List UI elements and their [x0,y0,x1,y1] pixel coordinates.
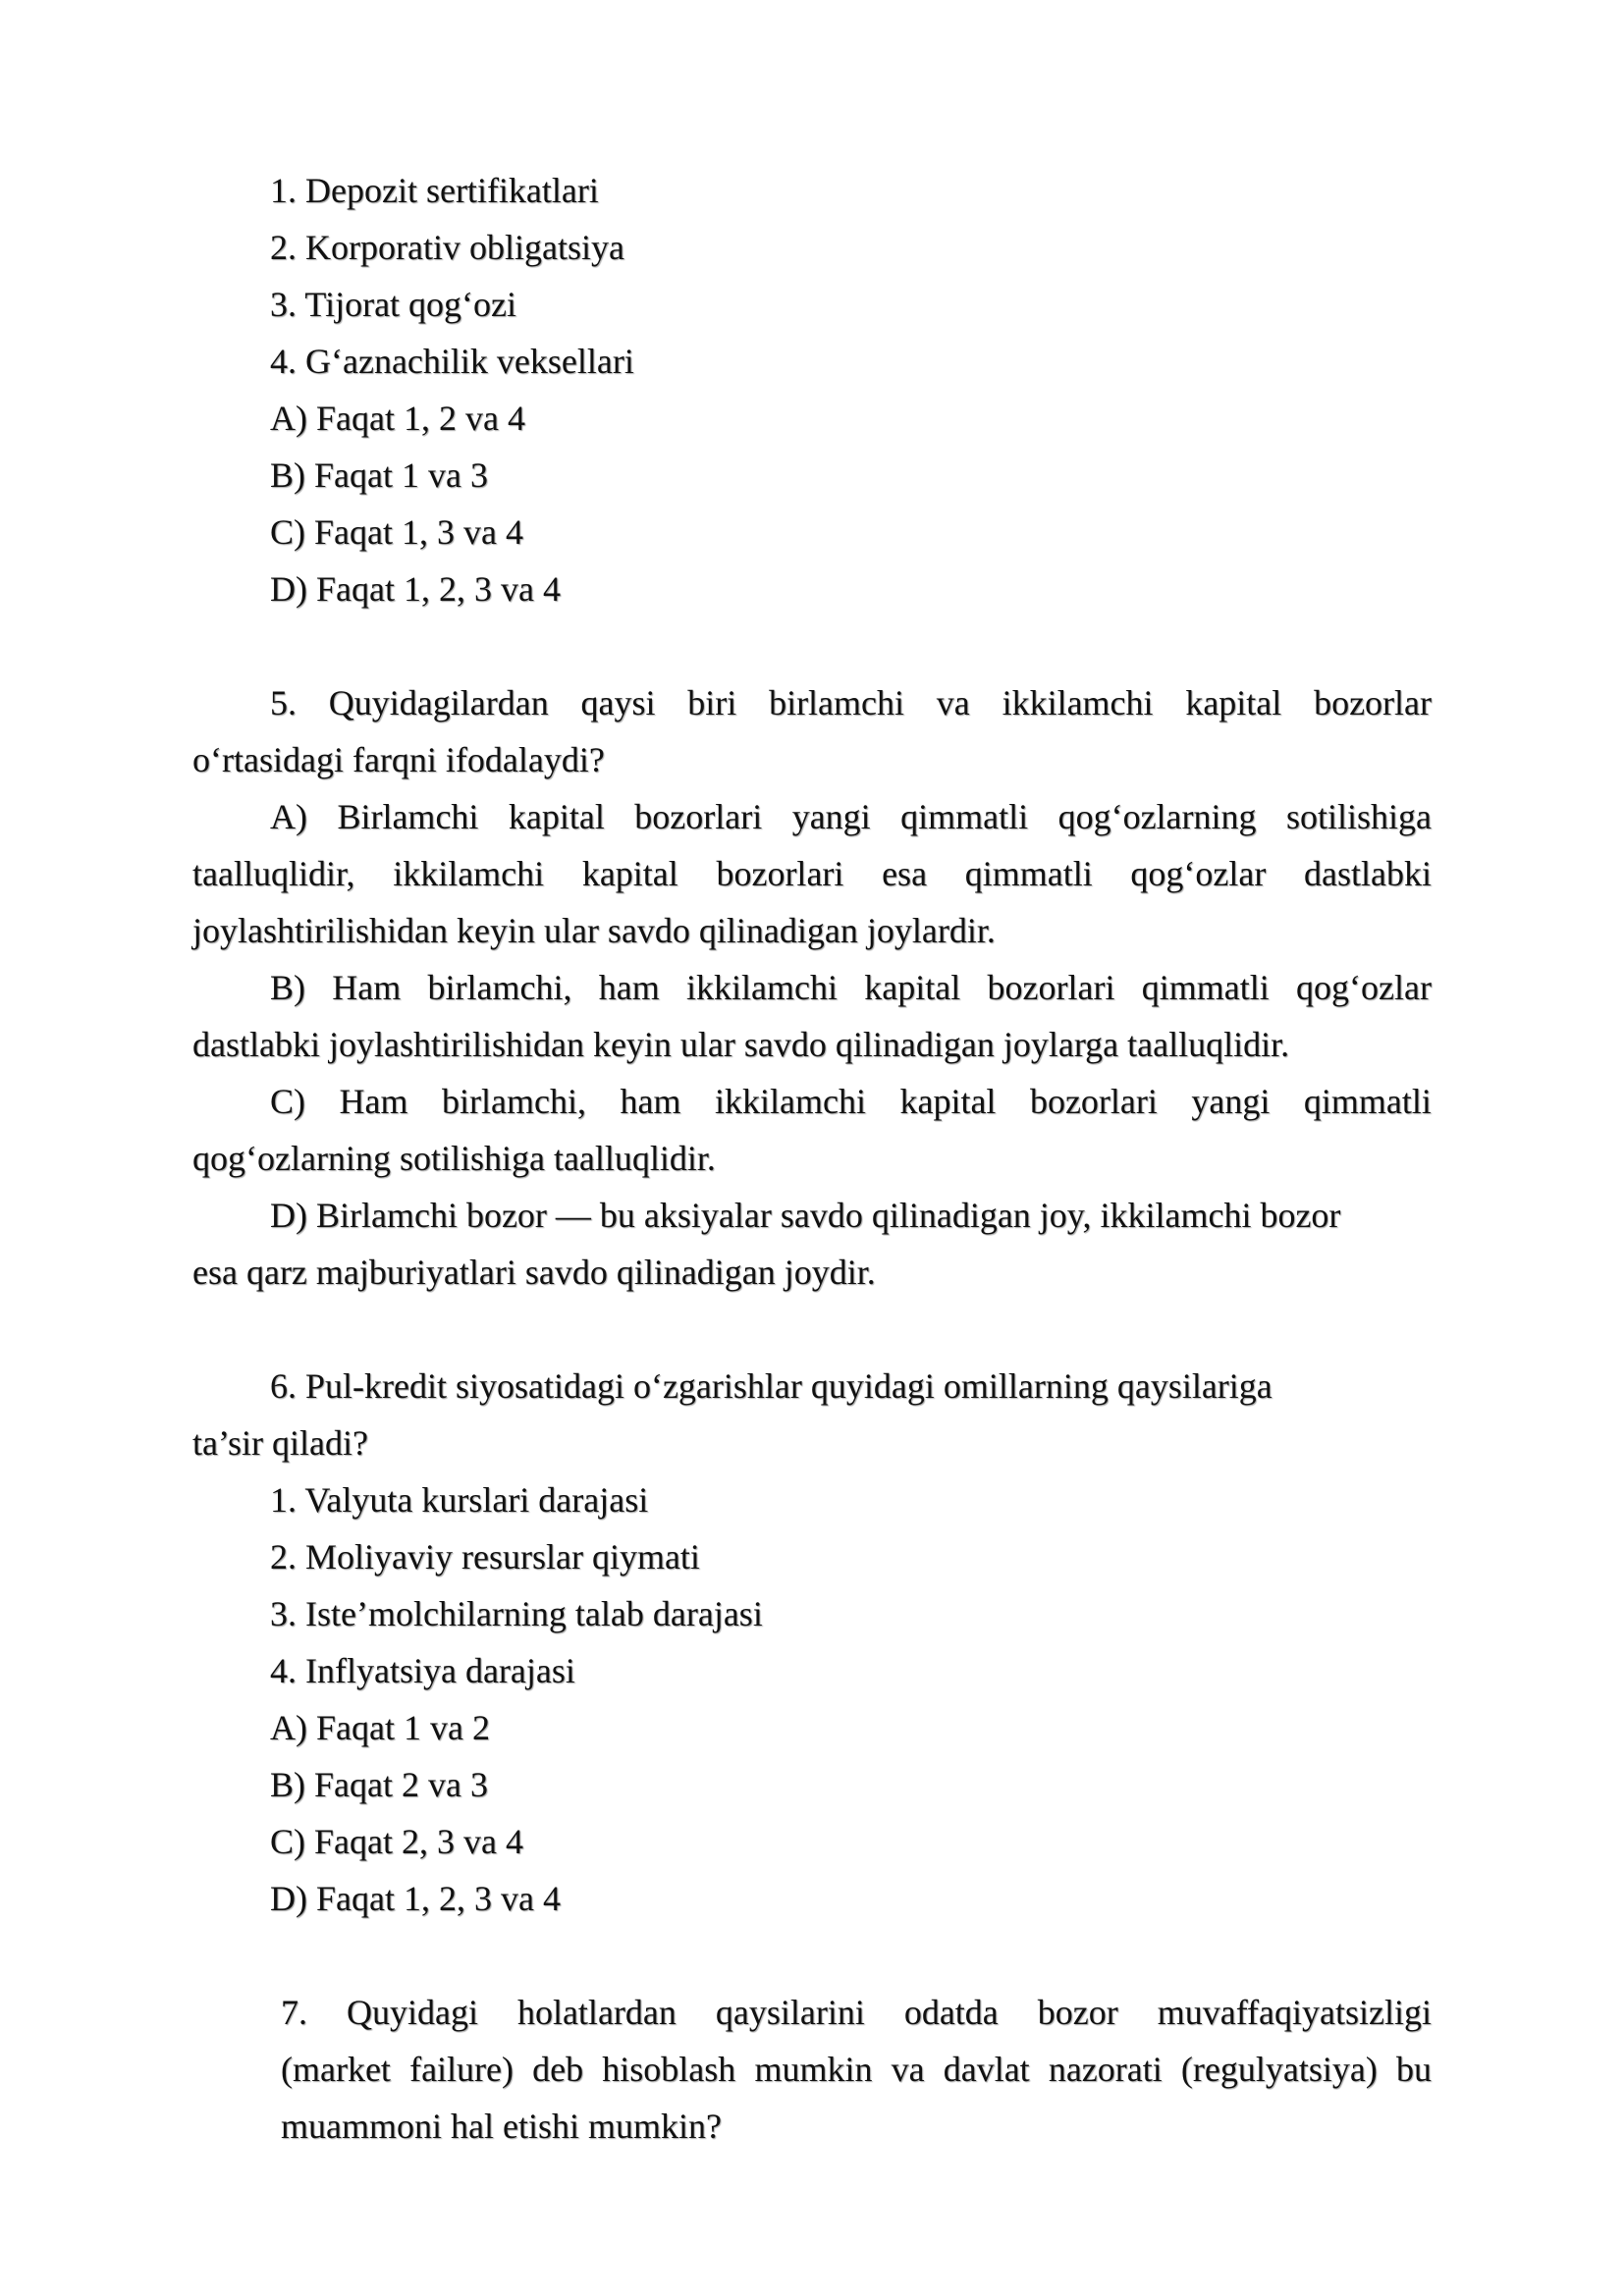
list-item: 1. Depozit sertifikatlari [270,171,599,210]
answer-option [270,1080,1432,1123]
list-item: 4. G‘aznachilik veksellari [270,342,634,381]
word: qog‘ozlar [1296,968,1432,1007]
word: qog‘ozlarning [1057,797,1257,836]
word: B) [270,968,305,1007]
question-7-line: muammoni hal etishi mumkin? [281,2107,722,2146]
word: esa [882,854,928,893]
word: taalluqlidir, [192,854,355,893]
question-6-line: ta’sir qiladi? [192,1423,368,1463]
list-item: 3. Tijorat qog‘ozi [270,285,517,324]
word: Ham [332,968,402,1007]
word: odatda [903,1993,999,2032]
answer-option: D) Faqat 1, 2, 3 va 4 [270,1879,561,1918]
word: A) [270,797,307,836]
word: ikkilamchi [393,854,545,893]
answer-option: D) Faqat 1, 2, 3 va 4 [270,569,561,609]
word: birlamchi, [442,1082,586,1121]
answer-option: esa qarz majburiyatlari savdo qilinadigan joydir. [192,1253,876,1292]
word: 5. [270,683,297,722]
word: birlamchi [769,683,905,722]
word: ikkilamchi [1001,683,1154,722]
question-6-line: 6. Pul-kredit siyosatidagi o‘zgarishlar quyidagi omillarning qaysilariga [270,1366,1272,1406]
word: 7. [281,1993,307,2032]
answer-option: joylashtirilishidan keyin ular savdo qilinadigan joylardir. [192,911,996,950]
word: ham [620,1082,681,1121]
word: (market [281,2050,391,2089]
question-5-line [270,681,1432,724]
word: yangi [791,797,871,836]
word: va [936,683,970,722]
word: mumkin [754,2050,873,2089]
word: qimmatli [964,854,1093,893]
answer-option [192,852,1432,895]
word: failure) [409,2050,514,2089]
word: bozorlari [634,797,763,836]
answer-option: dastlabki joylashtirilishidan keyin ular savdo qilinadigan joylarga taalluqlidir. [192,1025,1290,1064]
word: holatlardan [516,1993,677,2032]
word: kapital [1185,683,1282,722]
answer-option: A) Faqat 1, 2 va 4 [270,399,525,438]
word: bozor [1037,1993,1118,2032]
word: kapital [899,1082,997,1121]
word: muvaffaqiyatsizligi [1157,1993,1432,2032]
word: bozorlar [1314,683,1432,722]
question-5-line: o‘rtasidagi farqni ifodalaydi? [192,740,605,779]
word: sotilishiga [1285,797,1432,836]
word: (regulyatsiya) [1180,2050,1378,2089]
word: Quyidagi [346,1993,478,2032]
answer-option: C) Faqat 2, 3 va 4 [270,1822,523,1861]
word: Birlamchi [337,797,479,836]
list-item: 3. Iste’molchilarning talab darajasi [270,1594,763,1633]
list-item: 4. Inflyatsiya darajasi [270,1651,575,1690]
word: ham [598,968,660,1007]
word: Ham [339,1082,408,1121]
word: va [891,2050,925,2089]
answer-option [270,795,1432,838]
word: yangi [1191,1082,1271,1121]
answer-option: qog‘ozlarning sotilishiga taalluqlidir. [192,1139,716,1178]
answer-option: B) Faqat 2 va 3 [270,1765,488,1804]
list-item: 1. Valyuta kurslari darajasi [270,1480,649,1520]
word: davlat [943,2050,1030,2089]
answer-option [270,966,1432,1009]
answer-option: A) Faqat 1 va 2 [270,1708,490,1747]
word: bozorlari [716,854,844,893]
answer-option: C) Faqat 1, 3 va 4 [270,512,523,552]
answer-option: D) Birlamchi bozor — bu aksiyalar savdo qilinadigan joy, ikkilamchi bozor [270,1196,1341,1235]
answer-option: B) Faqat 1 va 3 [270,455,488,495]
word: ikkilamchi [686,968,839,1007]
word: qaysi [580,683,656,722]
word: kapital [508,797,605,836]
word: birlamchi, [427,968,572,1007]
word: qaysilarini [715,1993,865,2032]
word: hisoblash [602,2050,736,2089]
word: bozorlari [1029,1082,1158,1121]
word: nazorati [1048,2050,1163,2089]
word: bozorlari [987,968,1115,1007]
question-7-line [281,1991,1432,2034]
word: qimmatli [1303,1082,1432,1121]
word: Quyidagilardan [328,683,549,722]
question-7-line [281,2048,1432,2091]
list-item: 2. Moliyaviy resurslar qiymati [270,1537,700,1576]
word: bu [1395,2050,1432,2089]
list-item: 2. Korporativ obligatsiya [270,228,624,267]
word: kapital [864,968,961,1007]
word: ikkilamchi [714,1082,866,1121]
word: kapital [581,854,678,893]
word: C) [270,1082,305,1121]
word: dastlabki [1304,854,1432,893]
word: qog‘ozlar [1130,854,1267,893]
word: qimmatli [1141,968,1270,1007]
word: qimmatli [900,797,1029,836]
word: biri [687,683,737,722]
word: deb [532,2050,584,2089]
